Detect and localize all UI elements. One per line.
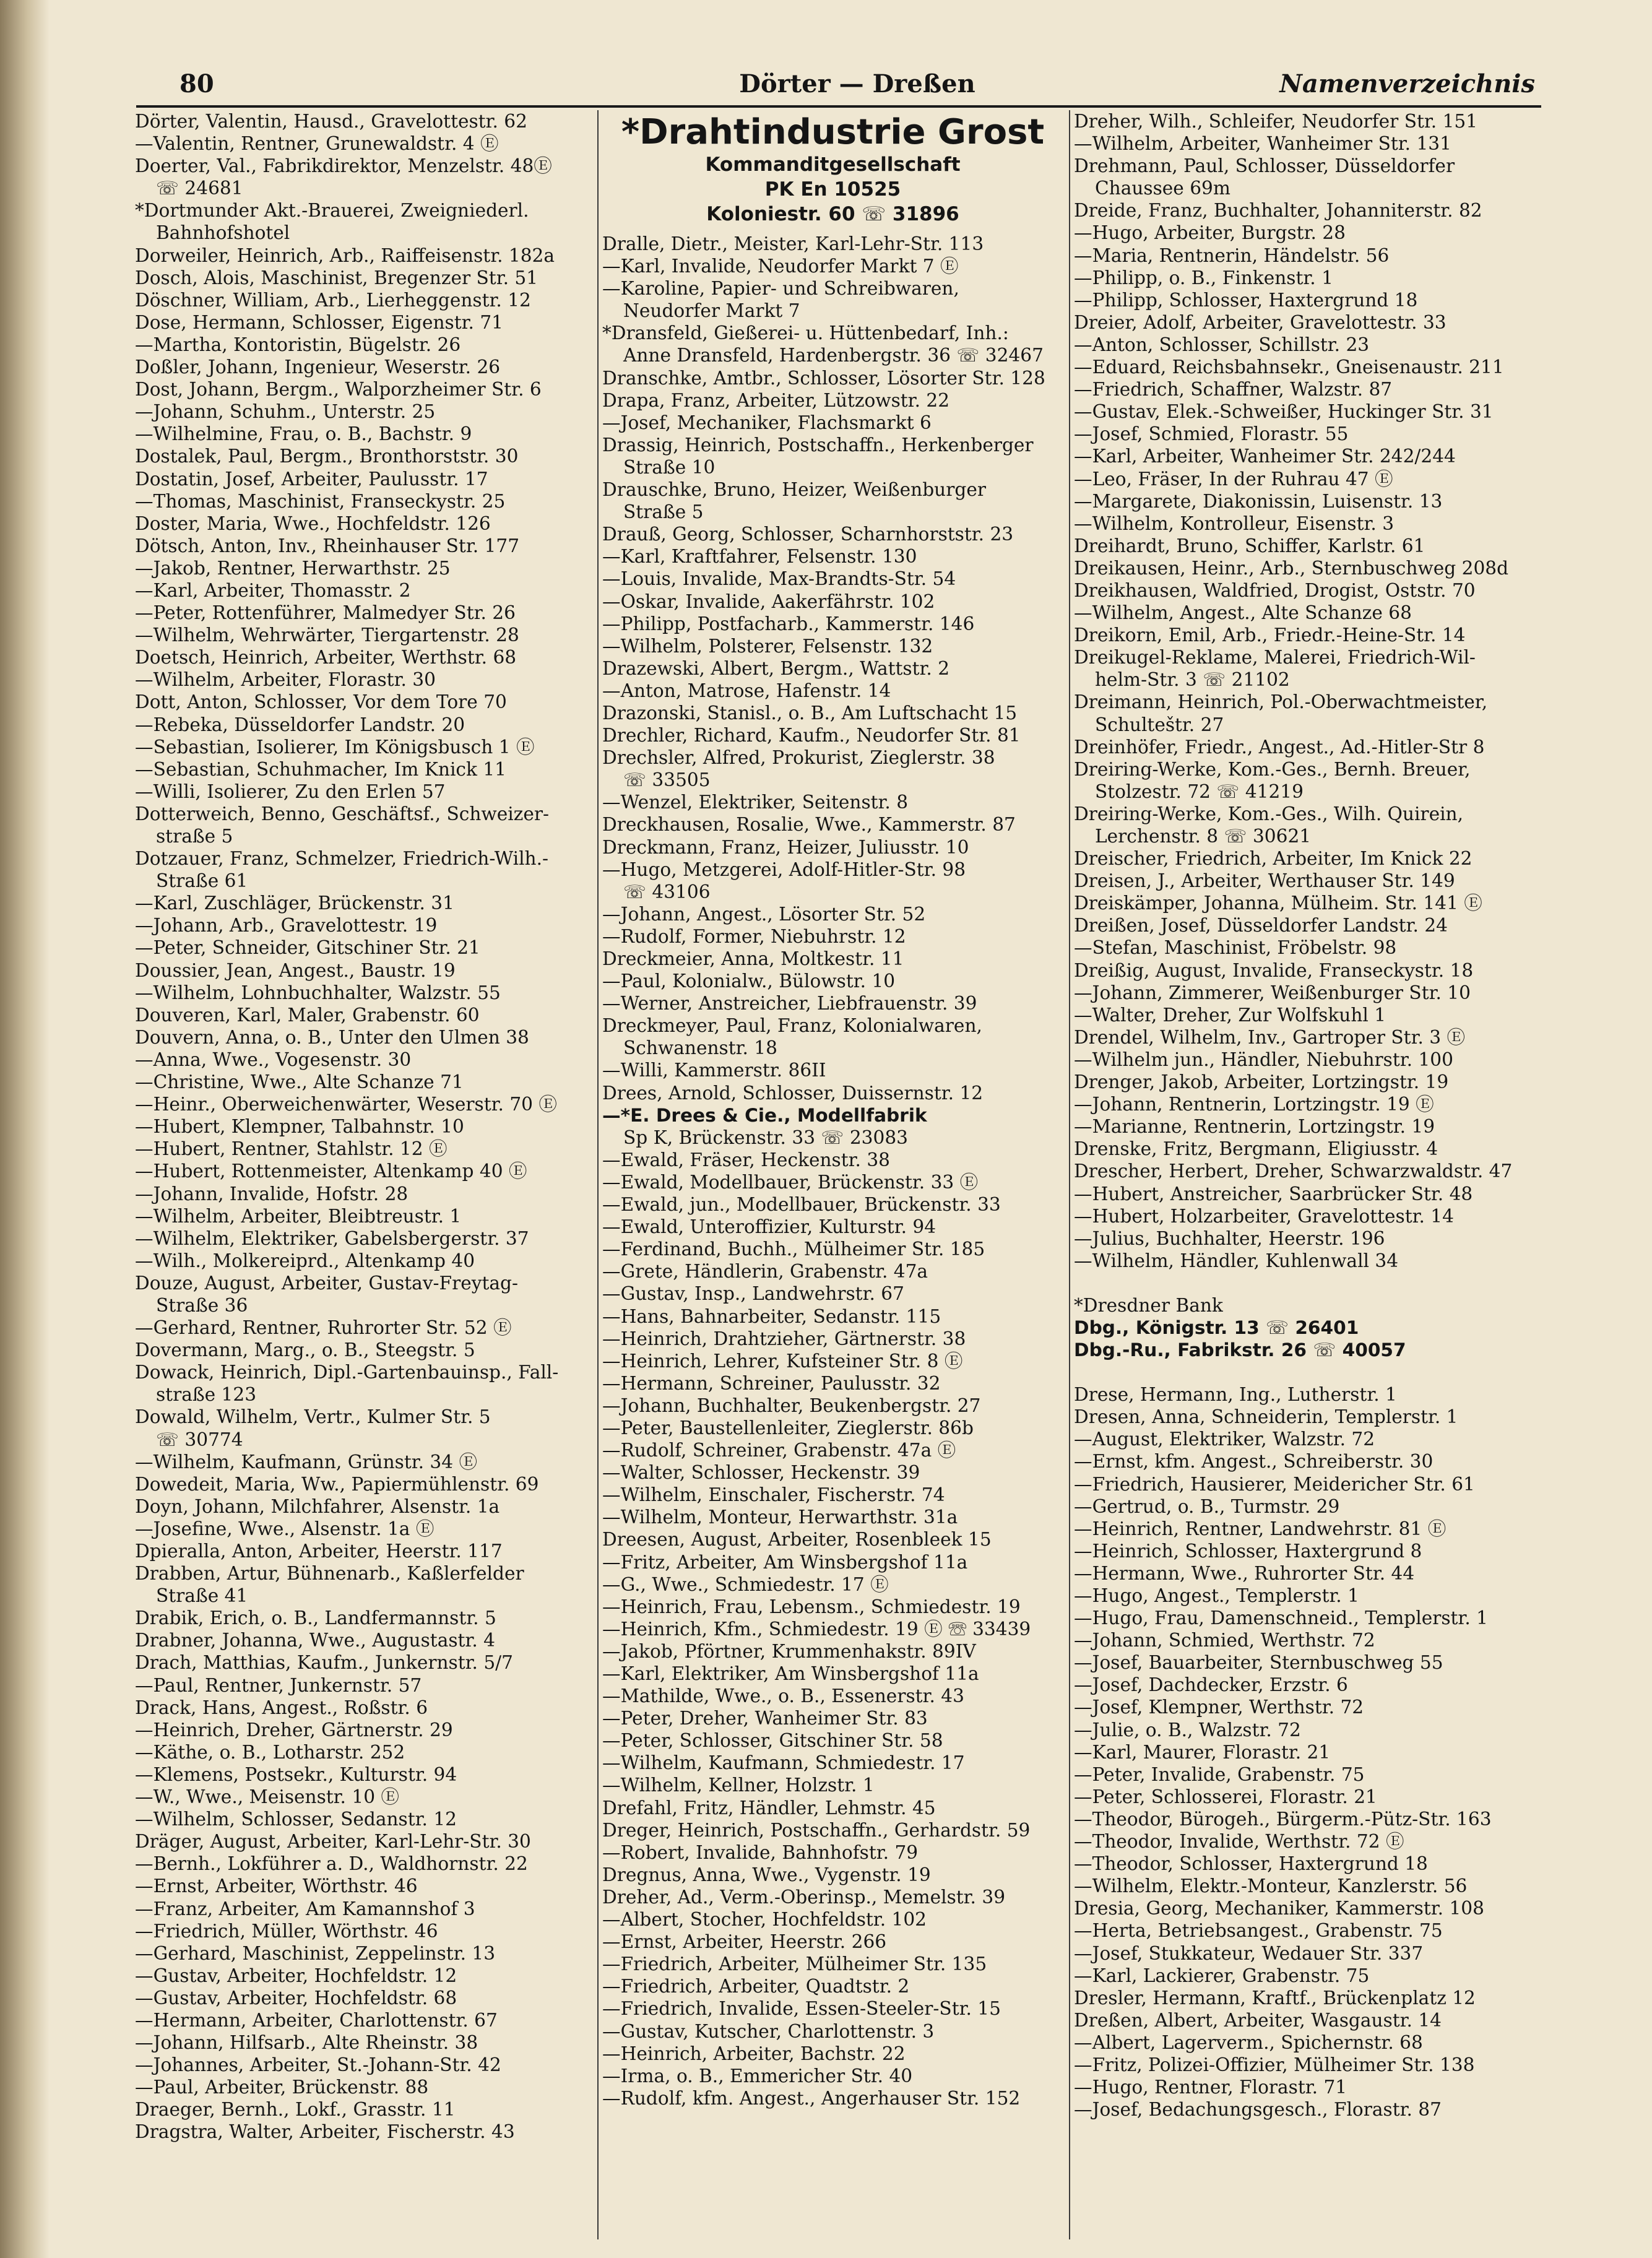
column-3	[1074, 110, 1544, 2239]
directory-entry: —Gustav, Elek.-Schweißer, Huckinger Str. 31	[1074, 401, 1494, 423]
directory-entry: Anne Dransfeld, Hardenbergstr. 36 ☏ 32467	[623, 345, 1044, 366]
directory-entry: Drazonski, Stanisl., o. B., Am Luftschacht 15	[602, 702, 1018, 724]
advertisement-drahtindustrie	[602, 113, 1063, 227]
directory-entry: —Karl, Zuschläger, Brückenstr. 31	[135, 893, 454, 914]
directory-entry: —Gustav, Arbeiter, Hochfeldstr. 68	[135, 1987, 457, 2009]
directory-entry: —Johann, Rentnerin, Lortzingstr. 19 Ⓔ	[1074, 1094, 1434, 1115]
directory-entry: Drefahl, Fritz, Händler, Lehmstr. 45	[602, 1797, 936, 1819]
directory-entry: Chaussee 69m	[1095, 178, 1230, 199]
directory-entry: Doussier, Jean, Angest., Baustr. 19	[135, 959, 456, 981]
directory-entry: —Ernst, kfm. Angest., Schreiberstr. 30	[1074, 1451, 1434, 1473]
directory-entry: —Käthe, o. B., Lotharstr. 252	[135, 1741, 405, 1763]
directory-entry: —Wilhelm, Elektr.-Monteur, Kanzlerstr. 56	[1074, 1875, 1468, 1897]
directory-entry: —Wilhelm, Arbeiter, Bleibtreustr. 1	[135, 1205, 462, 1227]
directory-entry: —Theodor, Schlosser, Haxtergrund 18	[1074, 1853, 1428, 1875]
column-1-entries	[135, 110, 594, 2143]
directory-entry: ☏ 30774	[156, 1429, 243, 1450]
directory-entry: —Albert, Stocher, Hochfeldstr. 102	[602, 1909, 927, 1931]
directory-entry: —Walter, Schlosser, Heckenstr. 39	[602, 1462, 920, 1484]
directory-entry: —Ewald, Modellbauer, Brückenstr. 33 Ⓔ	[602, 1171, 979, 1193]
column-2-entries	[602, 233, 1063, 2109]
directory-entry: —G., Wwe., Schmiedestr. 17 Ⓔ	[602, 1573, 889, 1595]
directory-entry: Drehmann, Paul, Schlosser, Düsseldorfer	[1074, 155, 1455, 177]
directory-entry: —Philipp, Postfacharb., Kammerstr. 146	[602, 613, 975, 634]
directory-entry: ☏ 24681	[156, 178, 243, 199]
directory-entry: —Johann, Angest., Lösorter Str. 52	[602, 903, 926, 925]
directory-entry: Dotzauer, Franz, Schmelzer, Friedrich-Wilh.-	[135, 848, 549, 870]
directory-entry: —Heinrich, Dreher, Gärtnerstr. 29	[135, 1719, 453, 1741]
directory-entry: —Julius, Buchhalter, Heerstr. 196	[1074, 1227, 1385, 1249]
directory-entry: —Hugo, Angest., Templerstr. 1	[1074, 1585, 1359, 1606]
column-2	[602, 110, 1063, 2239]
directory-entry: Straße 61	[156, 870, 248, 892]
directory-entry: Dreischer, Friedrich, Arbeiter, Im Knick 22	[1074, 848, 1473, 870]
directory-entry: Drauschke, Bruno, Heizer, Weißenburger	[602, 479, 986, 501]
directory-entry: Schulteštr. 27	[1095, 714, 1224, 735]
directory-entry: Drabik, Erich, o. B., Landfermannstr. 5	[135, 1607, 496, 1629]
column-divider-2	[1069, 110, 1070, 2239]
directory-entry: —Heinr., Oberweichenwärter, Weserstr. 70 Ⓔ	[135, 1094, 557, 1115]
directory-entry: —Oskar, Invalide, Aakerfährstr. 102	[602, 590, 935, 612]
directory-entry: —Gustav, Insp., Landwehrstr. 67	[602, 1283, 904, 1305]
directory-entry: —Rudolf, Former, Niebuhrstr. 12	[602, 925, 906, 947]
section-title: Namenverzeichnis	[1279, 69, 1535, 98]
ad-firm-name: *Drahtindustrie Grost	[621, 112, 1045, 152]
directory-entry: —Heinrich, Kfm., Schmiedestr. 19 Ⓔ ☏ 33439	[602, 1618, 1031, 1640]
directory-entry: —Johannes, Arbeiter, St.-Johann-Str. 42	[135, 2054, 501, 2076]
directory-entry: Draeger, Bernh., Lokf., Grasstr. 11	[135, 2099, 456, 2121]
directory-entry: Dreier, Adolf, Arbeiter, Gravelottestr. 33	[1074, 311, 1447, 333]
directory-entry: Straße 36	[156, 1294, 248, 1316]
directory-entry: Dreißen, Josef, Düsseldorfer Landstr. 24	[1074, 915, 1448, 937]
column-1	[135, 110, 594, 2239]
directory-entry: Dreikorn, Emil, Arb., Friedr.-Heine-Str. 14	[1074, 625, 1466, 646]
directory-entry: —Josef, Bauarbeiter, Sternbuschweg 55	[1074, 1652, 1443, 1674]
directory-entry: Doßler, Johann, Ingenieur, Weserstr. 26	[135, 357, 501, 378]
directory-entry: —Margarete, Diakonissin, Luisenstr. 13	[1074, 490, 1443, 512]
directory-entry: —Hubert, Holzarbeiter, Gravelottestr. 14	[1074, 1205, 1454, 1227]
directory-entry: Dreikhausen, Waldfried, Drogist, Oststr. 70	[1074, 579, 1476, 601]
directory-entry: —Ernst, Arbeiter, Heerstr. 266	[602, 1931, 887, 1953]
directory-entry: Drassig, Heinrich, Postschaffn., Herkenberger	[602, 434, 1034, 456]
directory-entry: Dragstra, Walter, Arbeiter, Fischerstr. 43	[135, 2121, 515, 2143]
directory-entry: straße 5	[156, 826, 233, 847]
directory-entry: Dreißig, August, Invalide, Franseckystr. 18	[1074, 959, 1474, 981]
directory-entry: —Peter, Schneider, Gitschiner Str. 21	[135, 937, 480, 959]
directory-entry: —Friedrich, Invalide, Essen-Steeler-Str. 15	[602, 1998, 1001, 2020]
directory-entry: Dostalek, Paul, Bergm., Bronthorststr. 30	[135, 446, 519, 467]
directory-entry: Dreisen, J., Arbeiter, Werthauser Str. 149	[1074, 870, 1455, 892]
directory-entry: —Peter, Schlosser, Gitschiner Str. 58	[602, 1730, 943, 1752]
directory-entry: Dostatin, Josef, Arbeiter, Paulusstr. 17	[135, 468, 488, 490]
directory-entry: —Ewald, Unteroffizier, Kulturstr. 94	[602, 1216, 936, 1238]
directory-entry: —Wilhelmine, Frau, o. B., Bachstr. 9	[135, 423, 472, 445]
directory-entry: —Wilhelm, Kaufmann, Schmiedestr. 17	[602, 1752, 965, 1774]
directory-entry: —Johann, Hilfsarb., Alte Rheinstr. 38	[135, 2032, 478, 2054]
directory-entry: —Philipp, Schlosser, Haxtergrund 18	[1074, 289, 1418, 311]
directory-entry: Dose, Hermann, Schlosser, Eigenstr. 71	[135, 311, 503, 333]
directory-entry: *Dresdner Bank	[1074, 1294, 1223, 1316]
directory-entry: Dott, Anton, Schlosser, Vor dem Tore 70	[135, 691, 507, 713]
running-title: Dörter — Dreßen	[739, 69, 975, 98]
directory-entry: Schwanenstr. 18	[623, 1037, 777, 1059]
directory-entry: ☏ 33505	[623, 769, 711, 791]
directory-entry: Dreckhausen, Rosalie, Wwe., Kammerstr. 87	[602, 814, 1016, 836]
directory-entry: —Rudolf, kfm. Angest., Angerhauser Str. 152	[602, 2087, 1021, 2109]
directory-entry: Dreger, Heinrich, Postschaffn., Gerhardstr. 59	[602, 1819, 1031, 1841]
directory-entry: Dresler, Hermann, Kraftf., Brückenplatz 12	[1074, 1987, 1476, 2009]
directory-entry: —Karoline, Papier- und Schreibwaren,	[602, 278, 959, 300]
directory-entry: —Peter, Dreher, Wanheimer Str. 83	[602, 1708, 928, 1729]
directory-entry: Bahnhofshotel	[156, 222, 290, 244]
directory-entry: —Jakob, Pförtner, Krummenhakstr. 89IV	[602, 1640, 976, 1662]
directory-entry: Dowald, Wilhelm, Vertr., Kulmer Str. 5	[135, 1406, 491, 1428]
directory-entry: —Fritz, Arbeiter, Am Winsbergshof 11a	[602, 1551, 968, 1573]
directory-entry: Stolzestr. 72 ☏ 41219	[1095, 781, 1304, 802]
directory-entry: —Rudolf, Schreiner, Grabenstr. 47a Ⓔ	[602, 1440, 956, 1461]
directory-entry: Dreiring-Werke, Kom.-Ges., Wilh. Quirein,	[1074, 803, 1464, 824]
directory-entry: —Sebastian, Schuhmacher, Im Knick 11	[135, 758, 506, 780]
directory-entry: —Josefine, Wwe., Alsenstr. 1a Ⓔ	[135, 1518, 435, 1539]
directory-entry: Doerter, Val., Fabrikdirektor, Menzelstr. 48Ⓔ	[135, 155, 552, 177]
directory-entry: Drechsler, Alfred, Prokurist, Zieglerstr. 38	[602, 747, 995, 769]
directory-entry: Sp K, Brückenstr. 33 ☏ 23083	[623, 1127, 908, 1148]
directory-entry: Drees, Arnold, Schlosser, Duissernstr. 12	[602, 1082, 984, 1104]
directory-entry: —Stefan, Maschinist, Fröbelstr. 98	[1074, 937, 1397, 959]
directory-entry: Dbg., Königstr. 13 ☏ 26401	[1074, 1317, 1359, 1338]
directory-entry: —Wilhelm, Polsterer, Felsenstr. 132	[602, 635, 933, 657]
directory-entry: —Grete, Händlerin, Grabenstr. 47a	[602, 1261, 928, 1283]
directory-entry: Drabner, Johanna, Wwe., Augustastr. 4	[135, 1630, 495, 1651]
directory-entry: —Friedrich, Schaffner, Walzstr. 87	[1074, 379, 1393, 400]
directory-entry: helm-Str. 3 ☏ 21102	[1095, 669, 1290, 691]
directory-entry: —Karl, Invalide, Neudorfer Markt 7 Ⓔ	[602, 256, 959, 277]
directory-entry: —Maria, Rentnerin, Händelstr. 56	[1074, 244, 1390, 266]
directory-entry: —Peter, Baustellenleiter, Zieglerstr. 86b	[602, 1417, 974, 1438]
directory-entry: Dresen, Anna, Schneiderin, Templerstr. 1	[1074, 1406, 1458, 1428]
directory-entry: —August, Elektriker, Walzstr. 72	[1074, 1429, 1375, 1450]
page-header	[179, 69, 1535, 106]
directory-entry: —Bernh., Lokführer a. D., Waldhornstr. 22	[135, 1853, 528, 1875]
directory-entry: —Karl, Arbeiter, Wanheimer Str. 242/244	[1074, 446, 1456, 467]
directory-entry: —Wilhelm, Schlosser, Sedanstr. 12	[135, 1809, 457, 1830]
directory-entry: —Fritz, Polizei-Offizier, Mülheimer Str. 138	[1074, 2054, 1475, 2075]
directory-entry: —Paul, Kolonialw., Bülowstr. 10	[602, 971, 896, 992]
directory-entry: Drach, Matthias, Kaufm., Junkernstr. 5/7	[135, 1652, 513, 1674]
directory-entry: —Friedrich, Arbeiter, Quadtstr. 2	[602, 1976, 910, 1997]
directory-entry: —Wilhelm, Elektriker, Gabelsbergerstr. 37	[135, 1227, 529, 1249]
directory-entry: —Josef, Mechaniker, Flachsmarkt 6	[602, 412, 932, 433]
directory-entry: Dreckmeyer, Paul, Franz, Kolonialwaren,	[602, 1015, 982, 1037]
directory-entry: Straße 5	[623, 501, 704, 523]
directory-entry: —Heinrich, Frau, Lebensm., Schmiedestr. 19	[602, 1596, 1021, 1617]
directory-entry: Douveren, Karl, Maler, Grabenstr. 60	[135, 1004, 480, 1026]
directory-entry: —Johann, Buchhalter, Beukenbergstr. 27	[602, 1395, 981, 1416]
column-3-entries	[1074, 110, 1544, 2121]
directory-entry: —Peter, Rottenführer, Malmedyer Str. 26	[135, 602, 516, 624]
directory-entry: Lerchenstr. 8 ☏ 30621	[1095, 826, 1312, 847]
directory-entry: Döschner, William, Arb., Lierheggenstr. 12	[135, 289, 531, 311]
directory-entry: Dreinhöfer, Friedr., Angest., Ad.-Hitler-Str 8	[1074, 736, 1485, 758]
directory-entry: —Irma, o. B., Emmericher Str. 40	[602, 2065, 913, 2087]
directory-entry: —Hermann, Arbeiter, Charlottenstr. 67	[135, 2009, 498, 2031]
directory-entry: —Theodor, Invalide, Werthstr. 72 Ⓔ	[1074, 1831, 1404, 1853]
directory-entry: Douvern, Anna, o. B., Unter den Ulmen 38	[135, 1026, 529, 1048]
ad-postal: PK En 10525	[764, 178, 901, 201]
directory-entry: Dpieralla, Anton, Arbeiter, Heerstr. 117	[135, 1541, 503, 1562]
directory-entry: Dresia, Georg, Mechaniker, Kammerstr. 108	[1074, 1898, 1484, 1919]
directory-entry: —Heinrich, Lehrer, Kufsteiner Str. 8 Ⓔ	[602, 1350, 963, 1372]
directory-entry: —Wilhelm, Einschaler, Fischerstr. 74	[602, 1484, 945, 1506]
directory-entry: —Wilh., Molkereiprd., Altenkamp 40	[135, 1250, 475, 1271]
directory-entry: —Leo, Fräser, In der Ruhrau 47 Ⓔ	[1074, 468, 1393, 490]
directory-entry: Dreide, Franz, Buchhalter, Johanniterstr. 82	[1074, 200, 1482, 222]
directory-entry: Straße 10	[623, 456, 716, 478]
ad-legal-form: Kommanditgesellschaft	[705, 154, 961, 176]
directory-entry: —Wilhelm, Arbeiter, Wanheimer Str. 131	[1074, 133, 1451, 155]
directory-entry: —Valentin, Rentner, Grunewaldstr. 4 Ⓔ	[135, 133, 499, 155]
directory-entry: —Anton, Matrose, Hafenstr. 14	[602, 680, 891, 701]
directory-entry: —Wilhelm, Kellner, Holzstr. 1	[602, 1775, 875, 1796]
directory-entry: —Peter, Schlosserei, Florastr. 21	[1074, 1786, 1377, 1807]
directory-entry: Doster, Maria, Wwe., Hochfeldstr. 126	[135, 513, 491, 534]
directory-entry: Drauß, Georg, Schlosser, Scharnhorststr. 23	[602, 524, 1014, 545]
directory-entry: —Wilhelm, Kaufmann, Grünstr. 34 Ⓔ	[135, 1451, 478, 1473]
directory-entry: Drazewski, Albert, Bergm., Wattstr. 2	[602, 657, 950, 679]
directory-entry: —Ewald, jun., Modellbauer, Brückenstr. 33	[602, 1194, 1001, 1216]
directory-entry: Dowack, Heinrich, Dipl.-Gartenbauinsp., Fall-	[135, 1362, 559, 1383]
directory-entry: —Hugo, Arbeiter, Burgstr. 28	[1074, 222, 1346, 244]
directory-entry: —Friedrich, Müller, Wörthstr. 46	[135, 1920, 438, 1942]
directory-entry: —Thomas, Maschinist, Franseckystr. 25	[135, 490, 506, 512]
directory-entry: —Gerhard, Maschinist, Zeppelinstr. 13	[135, 1942, 496, 1964]
directory-entry: Dreckmann, Franz, Heizer, Juliusstr. 10	[602, 836, 969, 858]
directory-entry: —Wilhelm, Monteur, Herwarthstr. 31a	[602, 1507, 958, 1528]
directory-entry: —Anton, Schlosser, Schillstr. 23	[1074, 334, 1370, 355]
directory-entry: —Eduard, Reichsbahnsekr., Gneisenaustr. 211	[1074, 357, 1504, 378]
directory-entry: —Hugo, Metzgerei, Adolf-Hitler-Str. 98	[602, 859, 966, 880]
directory-entry: —Wilhelm jun., Händler, Niebuhrstr. 100	[1074, 1049, 1453, 1070]
directory-entry: Drenger, Jakob, Arbeiter, Lortzingstr. 19	[1074, 1071, 1449, 1093]
directory-entry: —Anna, Wwe., Vogesenstr. 30	[135, 1049, 412, 1070]
directory-entry: —Karl, Kraftfahrer, Felsenstr. 130	[602, 546, 917, 568]
directory-entry: —Josef, Dachdecker, Erzstr. 6	[1074, 1674, 1348, 1696]
directory-entry: Doetsch, Heinrich, Arbeiter, Werthstr. 68	[135, 647, 517, 668]
directory-entry: —Hans, Bahnarbeiter, Sedanstr. 115	[602, 1305, 941, 1327]
directory-entry: —Ernst, Arbeiter, Wörthstr. 46	[135, 1875, 418, 1897]
directory-entry: Drese, Hermann, Ing., Lutherstr. 1	[1074, 1384, 1397, 1406]
directory-entry: —Wilhelm, Lohnbuchhalter, Walzstr. 55	[135, 982, 501, 1003]
directory-entry: —Hugo, Frau, Damenschneid., Templerstr. 1	[1074, 1607, 1488, 1629]
directory-entry: —Heinrich, Schlosser, Haxtergrund 8	[1074, 1540, 1422, 1562]
directory-entry: Dreher, Wilh., Schleifer, Neudorfer Str. 151	[1074, 111, 1478, 132]
directory-entry: *Dortmunder Akt.-Brauerei, Zweigniederl.	[135, 200, 529, 222]
directory-entry: —Johann, Schuhm., Unterstr. 25	[135, 401, 436, 423]
directory-entry: —Paul, Rentner, Junkernstr. 57	[135, 1674, 422, 1696]
directory-entry: —Philipp, o. B., Finkenstr. 1	[1074, 267, 1333, 288]
directory-entry: Dosch, Alois, Maschinist, Bregenzer Str. 51	[135, 267, 538, 288]
directory-entry: —Ewald, Fräser, Heckenstr. 38	[602, 1149, 890, 1170]
directory-entry: straße 123	[156, 1384, 257, 1406]
directory-entry: Dbg.-Ru., Fabrikstr. 26 ☏ 40057	[1074, 1339, 1406, 1361]
directory-entry: Dreher, Ad., Verm.-Oberinsp., Memelstr. 39	[602, 1886, 1006, 1908]
directory-entry: Dorweiler, Heinrich, Arb., Raiffeisenstr. 182a	[135, 244, 555, 266]
directory-entry: —Wilhelm, Händler, Kuhlenwall 34	[1074, 1250, 1399, 1271]
page-binding-shadow	[0, 0, 50, 2258]
directory-entry: —Karl, Elektriker, Am Winsbergshof 11a	[602, 1663, 979, 1684]
directory-entry: —Josef, Bedachungsgesch., Florastr. 87	[1074, 2099, 1442, 2121]
directory-entry: —Franz, Arbeiter, Am Kamannshof 3	[135, 1898, 475, 1919]
directory-entry: —Paul, Arbeiter, Brückenstr. 88	[135, 2077, 429, 2098]
directory-entry: Dreßen, Albert, Arbeiter, Wasgaustr. 14	[1074, 2009, 1442, 2031]
directory-entry: —*E. Drees & Cie., Modellfabrik	[602, 1104, 927, 1126]
directory-entry: —Karl, Lackierer, Grabenstr. 75	[1074, 1965, 1370, 1986]
directory-entry: Dreesen, August, Arbeiter, Rosenbleek 15	[602, 1529, 992, 1551]
header-rule	[136, 105, 1541, 108]
directory-entry: —Hugo, Rentner, Florastr. 71	[1074, 2077, 1347, 2098]
directory-entry: —Johann, Zimmerer, Weißenburger Str. 10	[1074, 982, 1471, 1003]
directory-entry: Dreikugel-Reklame, Malerei, Friedrich-Wil-	[1074, 647, 1476, 668]
directory-entry: —Josef, Stukkateur, Wedauer Str. 337	[1074, 1942, 1424, 1964]
directory-entry: Dreimann, Heinrich, Pol.-Oberwachtmeister,	[1074, 691, 1488, 713]
directory-entry: —Gustav, Arbeiter, Hochfeldstr. 12	[135, 1965, 457, 1986]
directory-entry: —Johann, Schmied, Werthstr. 72	[1074, 1630, 1375, 1651]
directory-entry: —Heinrich, Arbeiter, Bachstr. 22	[602, 2043, 906, 2064]
directory-entry: —Wilhelm, Wehrwärter, Tiergartenstr. 28	[135, 625, 519, 646]
directory-entry: —Hubert, Rottenmeister, Altenkamp 40 Ⓔ	[135, 1161, 527, 1182]
directory-entry: —Gerhard, Rentner, Ruhrorter Str. 52 Ⓔ	[135, 1317, 512, 1339]
directory-entry: —Wilhelm, Angest., Alte Schanze 68	[1074, 602, 1412, 624]
directory-entry: —Robert, Invalide, Bahnhofstr. 79	[602, 1841, 919, 1863]
directory-entry: Dotterweich, Benno, Geschäftsf., Schweizer-	[135, 803, 549, 824]
directory-entry: —Martha, Kontoristin, Bügelstr. 26	[135, 334, 461, 355]
directory-entry: Dovermann, Marg., o. B., Steegstr. 5	[135, 1339, 475, 1361]
column-divider-1	[597, 110, 599, 2239]
directory-entry: —Wenzel, Elektriker, Seitenstr. 8	[602, 792, 909, 813]
directory-entry: —Louis, Invalide, Max-Brandts-Str. 54	[602, 568, 956, 590]
directory-entry: Drendel, Wilhelm, Inv., Gartroper Str. 3 Ⓔ	[1074, 1026, 1466, 1048]
directory-entry: —Heinrich, Rentner, Landwehrstr. 81 Ⓔ	[1074, 1518, 1447, 1539]
directory-entry: Drapa, Franz, Arbeiter, Lützowstr. 22	[602, 389, 950, 411]
directory-entry: —Hermann, Wwe., Ruhrorter Str. 44	[1074, 1562, 1415, 1584]
directory-entry: Dörter, Valentin, Hausd., Gravelottestr. 62	[135, 111, 527, 132]
directory-entry: —Marianne, Rentnerin, Lortzingstr. 19	[1074, 1116, 1435, 1138]
directory-entry: —W., Wwe., Meisenstr. 10 Ⓔ	[135, 1786, 400, 1808]
directory-entry: —Christine, Wwe., Alte Schanze 71	[135, 1071, 464, 1093]
directory-entry: —Josef, Klempner, Werthstr. 72	[1074, 1697, 1364, 1718]
directory-entry: Drack, Hans, Angest., Roßstr. 6	[135, 1697, 428, 1718]
directory-entry: Dräger, August, Arbeiter, Karl-Lehr-Str. 30	[135, 1831, 531, 1853]
directory-entry: Drechler, Richard, Kaufm., Neudorfer Str. 81	[602, 725, 1021, 746]
directory-entry: —Theodor, Bürogeh., Bürgerm.-Pütz-Str. 163	[1074, 1808, 1492, 1830]
directory-entry: —Wilhelm, Arbeiter, Florastr. 30	[135, 669, 436, 691]
directory-entry: —Gertrud, o. B., Turmstr. 29	[1074, 1495, 1340, 1517]
directory-entry: —Karl, Arbeiter, Thomasstr. 2	[135, 579, 411, 601]
directory-entry: —Peter, Invalide, Grabenstr. 75	[1074, 1763, 1365, 1785]
directory-entry: Drabben, Artur, Bühnenarb., Kaßlerfelder	[135, 1563, 524, 1585]
directory-entry: Drenske, Fritz, Bergmann, Eligiusstr. 4	[1074, 1138, 1438, 1160]
directory-entry: —Hubert, Rentner, Stahlstr. 12 Ⓔ	[135, 1138, 448, 1160]
directory-entry: —Sebastian, Isolierer, Im Königsbusch 1 Ⓔ	[135, 736, 535, 758]
directory-entry: —Hubert, Anstreicher, Saarbrücker Str. 48	[1074, 1183, 1473, 1205]
directory-entry: —Werner, Anstreicher, Liebfrauenstr. 39	[602, 993, 977, 1014]
directory-entry: Neudorfer Markt 7	[623, 300, 800, 322]
directory-entry: Dreiskämper, Johanna, Mülheim. Str. 141 Ⓔ	[1074, 893, 1482, 914]
directory-entry: Dowedeit, Maria, Ww., Papiermühlenstr. 69	[135, 1473, 539, 1495]
directory-entry: Straße 41	[156, 1585, 248, 1607]
directory-entry: —Klemens, Postsekr., Kulturstr. 94	[135, 1763, 457, 1785]
directory-entry: —Willi, Isolierer, Zu den Erlen 57	[135, 781, 446, 802]
directory-entry: Dranschke, Amtbr., Schlosser, Lösorter Str. 128	[602, 367, 1045, 389]
directory-entry: —Friedrich, Hausierer, Meidericher Str. 61	[1074, 1473, 1475, 1495]
directory-entry: Dötsch, Anton, Inv., Rheinhauser Str. 177	[135, 535, 520, 556]
directory-entry: Drescher, Herbert, Dreher, Schwarzwaldstr. 47	[1074, 1161, 1513, 1182]
directory-entry: —Heinrich, Drahtzieher, Gärtnerstr. 38	[602, 1328, 966, 1349]
directory-entry: Doyn, Johann, Milchfahrer, Alsenstr. 1a	[135, 1495, 500, 1517]
directory-entry: —Wilhelm, Kontrolleur, Eisenstr. 3	[1074, 513, 1395, 534]
directory-entry: —Friedrich, Arbeiter, Mülheimer Str. 135	[602, 1953, 987, 1975]
directory-entry: Dost, Johann, Bergm., Walporzheimer Str. 6	[135, 379, 542, 400]
directory-entry: Dralle, Dietr., Meister, Karl-Lehr-Str. 113	[602, 233, 984, 254]
directory-entry: —Julie, o. B., Walzstr. 72	[1074, 1719, 1301, 1741]
directory-entry: Dreihardt, Bruno, Schiffer, Karlstr. 61	[1074, 535, 1425, 556]
directory-entry: —Hermann, Schreiner, Paulusstr. 32	[602, 1372, 941, 1394]
directory-entry: Dreiring-Werke, Kom.-Ges., Bernh. Breuer,	[1074, 758, 1471, 780]
directory-entry: —Rebeka, Düsseldorfer Landstr. 20	[135, 714, 465, 735]
directory-entry: —Herta, Betriebsangest., Grabenstr. 75	[1074, 1920, 1443, 1942]
directory-entry: —Ferdinand, Buchh., Mülheimer Str. 185	[602, 1239, 985, 1260]
directory-entry: —Willi, Kammerstr. 86II	[602, 1060, 826, 1081]
directory-entry: Douze, August, Arbeiter, Gustav-Freytag-	[135, 1272, 518, 1294]
directory-entry: *Dransfeld, Gießerei- u. Hüttenbedarf, Inh.:	[602, 322, 1009, 344]
page-number: 80	[179, 69, 214, 98]
directory-entry: —Mathilde, Wwe., o. B., Essenerstr. 43	[602, 1685, 964, 1707]
directory-entry: —Albert, Lagerverm., Spichernstr. 68	[1074, 2031, 1423, 2053]
directory-entry: —Karl, Maurer, Florastr. 21	[1074, 1741, 1331, 1763]
directory-entry: Dregnus, Anna, Wwe., Vygenstr. 19	[602, 1864, 931, 1885]
directory-entry: —Jakob, Rentner, Herwarthstr. 25	[135, 557, 451, 579]
directory-entry: ☏ 43106	[623, 881, 711, 902]
directory-entry: —Josef, Schmied, Florastr. 55	[1074, 423, 1349, 445]
directory-entry: —Walter, Dreher, Zur Wolfskuhl 1	[1074, 1004, 1386, 1026]
directory-entry: —Gustav, Kutscher, Charlottenstr. 3	[602, 2020, 935, 2042]
directory-entry: —Johann, Arb., Gravelottestr. 19	[135, 915, 438, 937]
directory-entry: —Johann, Invalide, Hofstr. 28	[135, 1183, 409, 1205]
directory-entry: —Hubert, Klempner, Talbahnstr. 10	[135, 1116, 464, 1138]
directory-entry: Dreikausen, Heinr., Arb., Sternbuschweg 208d	[1074, 557, 1509, 579]
directory-entry: Dreckmeier, Anna, Moltkestr. 11	[602, 948, 904, 969]
ad-address: Koloniestr. 60 ☏ 31896	[706, 203, 959, 225]
